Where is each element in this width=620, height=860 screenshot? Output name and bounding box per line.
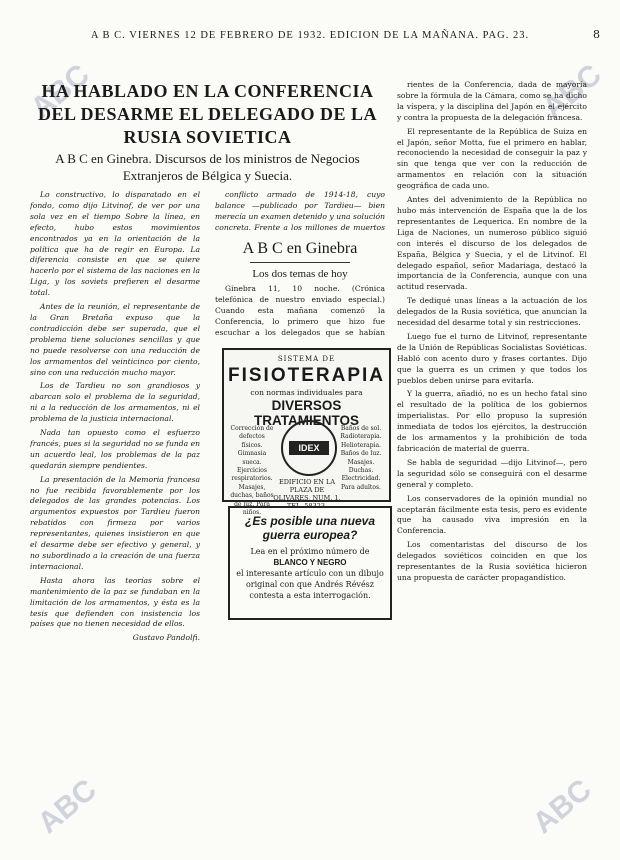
paragraph: Antes de la reunión, el representante de la Gran Bretaña expuso que la contradicción debe ser superada, que el problema tiene soluciones sencillas y que no puede resolverse con una reducción de los armamentos del veinticinco por ciento, sino con una reducción mucho mayor. xyxy=(30,302,200,377)
advertisement-guerra xyxy=(228,506,392,620)
paragraph: conflicto armado de 1914-18, cuyo balance —publicado por Tardieu— bien merecía un examen detenido y una solución concreta. Frente a los millones de muertos xyxy=(215,190,385,232)
paragraph: Antes del advenimiento de la República no hubo más intervención de España que la de los representantes de Lequerica. En nombre de la Liga de Naciones, un numeroso público siguió con interés el discurso de los delegados de España, Bélgica y Suecia, y el de Litvinof. El delegado español, señor Madariaga, destacó la importancia de la Conferencia, aunque con una actitud reservada. xyxy=(397,195,587,292)
ad-headline: DIVERSOS TRATAMIENTOS xyxy=(254,398,359,428)
advertisement-fisioterapia xyxy=(222,348,391,517)
article-column-2-top xyxy=(215,190,385,235)
watermark-abc: ABC xyxy=(24,58,96,126)
section-subtitle: Los dos temas de hoy xyxy=(252,268,348,280)
paragraph: Luego fue el turno de Litvinof, representante de la Unión de Repúblicas Socialistas Soviéticas. Habló con acento duro y frases cortantes. Dijo que la guerra es un crimen y que todos los pueblos deben unirse para evitarla. xyxy=(397,331,587,385)
ad-subtitle: con normas individuales para xyxy=(250,388,363,397)
section-divider xyxy=(250,262,350,263)
ad-title: FISIOTERAPIA xyxy=(227,365,385,386)
paragraph: La presentación de la Memoria francesa no fue recibida favorablemente por los delegados de las grandes potencias. Los argumentos expuestos por Tardieu fueron rebatidos con firmeza por varios representantes, quienes insistieron en que el desarme debe ser efectivo y general, y no subordinado a la creación de una fuerza internacional. xyxy=(30,474,200,571)
paragraph: El representante de la República de Suiza en el Japón, señor Motta, fue el primero en hablar, reconociendo la necesidad de conseguir la paz y sin que tenga que ver con la reducción de armamentos en relación con la situación geográfica de cada uno. xyxy=(397,126,587,191)
paragraph: Ginebra 11, 10 noche. (Crónica telefónica de nuestro enviado especial.) Cuando esta mañana comenzó la Conferencia, lo primero que hizo fue escuchar a los delegados que se habían xyxy=(215,284,385,337)
ad-seal-icon xyxy=(281,420,337,476)
ad-body xyxy=(230,546,390,601)
watermark-abc: ABC xyxy=(526,773,598,841)
ad-question: ¿Es posible una nueva guerra europea? xyxy=(244,514,376,542)
paragraph: Se habla de seguridad —dijo Litvinof—, pero la seguridad sólo se conseguirá con el desarme general y completo. xyxy=(397,457,587,489)
paragraph: Te dediqué unas líneas a la actuación de los delegados de la Rusia soviética, que anuncian la necesidad del desarme total y sin restricciones. xyxy=(397,296,587,328)
ad-line-1: Lea en el próximo número de xyxy=(250,547,370,556)
watermark-abc: ABC xyxy=(536,58,608,126)
article-column-1 xyxy=(30,190,200,850)
paragraph: Hasta ahora las teorías sobre el mantenimiento de la paz se fundaban en la limitación de los armamentos, y ésta es la tesis que defienden con insistencia los países que no tienen necesidad de ellos. xyxy=(30,575,200,629)
paragraph: rientes de la Conferencia, dada de mayoría sobre la fórmula de la Cámara, como se ha dicho la víspera, y la disciplina del Japón en el ejército y contra la propuesta de la delegación francesa. xyxy=(397,80,587,122)
signature: Gustavo Pandolfi. xyxy=(132,633,200,643)
main-subheadline: A B C en Ginebra. Discursos de los ministros de Negocios Extranjeros de Bélgica y Suecia. xyxy=(55,151,360,183)
ad-tagline: SISTEMA DE xyxy=(277,355,336,363)
page-header: A B C. VIERNES 12 DE FEBRERO DE 1932. EDICION DE LA MAÑANA. PAG. 23. xyxy=(90,30,530,41)
watermark-abc: ABC xyxy=(31,773,103,841)
paragraph: Los comentaristas del discurso de los delegados soviéticos coinciden en que los representantes de la Rusia soviética hicieron una propuesta de carácter propagandístico. xyxy=(397,540,587,582)
main-headline: HA HABLADO EN LA CONFERENCIA DEL DESARME EL DELEGADO DE LA RUSIA SOVIETICA xyxy=(37,81,378,147)
ad-address: EDIFICIO EN LA PLAZA DE OLIVARES, NUM. 1. TEL. 58323. xyxy=(273,478,341,510)
article-column-2-bottom xyxy=(215,284,385,340)
paragraph: Nada tan opuesto como el esfuerzo francés, pues si la seguridad no se funda en un acuerdo leal, los problemas de la paz quedarán siempre pendientes. xyxy=(30,428,200,470)
paragraph: Lo constructivo, lo disparatado en el fondo, como dijo Litvinof, de ver por una sola vez en el tiempo Sobre la línea, en efecto, hubo estos movimientos encontrados ya en la orientación de la política que ha de regir en Europa. La diferencia consiste en que se quiere hacerlo por el sistema de las naciones en la Liga, y los soviets prefieren el desarme total. xyxy=(30,190,200,298)
ad-right-text: Baños de sol. Radioterapia. Helioterapia. Baños de luz. Masajes. Duchas. Electricidad. Para adultos. xyxy=(340,425,382,491)
article-column-3 xyxy=(397,80,587,855)
paragraph: Y la guerra, añadió, no es un hecho fatal sino el resultado de la política de los gobiernos imperialistas. Por ello propuso la supresión inmediata de todos los ejércitos, la destrucción de los armamentos y la prohibición de toda fabricación de material de guerra. xyxy=(397,389,587,453)
ad-line-2: el interesante artículo con un dibujo original con que Andrés Révész contesta a esta interrogación. xyxy=(236,569,384,600)
ad-seal-label: IDEX xyxy=(289,441,329,455)
paragraph: Los conservadores de la opinión mundial no aceptarán fácilmente esta tesis, pero es evidente que ha causado viva impresión en la Conferencia. xyxy=(397,493,587,536)
section-title: A B C en Ginebra xyxy=(242,240,358,257)
page-mark: 8 xyxy=(593,28,600,41)
ad-brand: BLANCO Y NEGRO xyxy=(273,558,347,567)
ad-left-text: Corrección de defectos físicos. Gimnasia sueca. Ejercicios respiratorios. Masajes, duchas, baños de luz. Para niños. xyxy=(230,425,274,517)
paragraph: Los de Tardieu no son grandiosos y abarcan solo el problema de la seguridad, ni a la reducción de los armamentos, ni el problema de la justicia internacional. xyxy=(30,381,200,424)
